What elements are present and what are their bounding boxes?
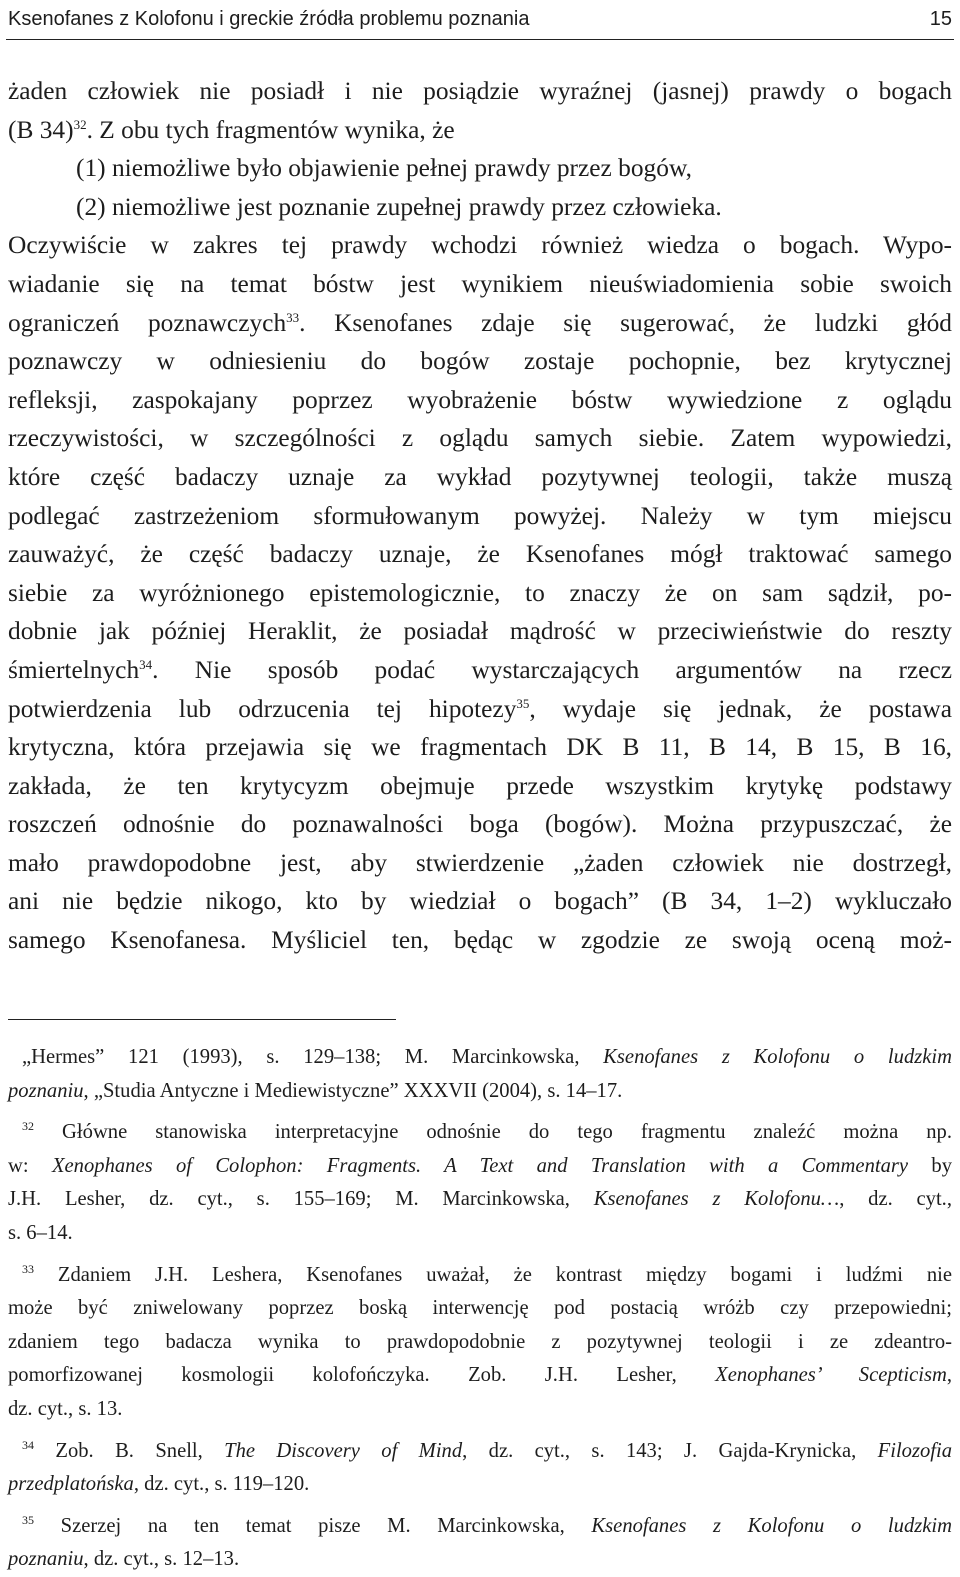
main-text	[8, 72, 952, 960]
footnote-line: dz. cyt., s. 13.	[8, 1397, 123, 1420]
footnote-line: w: Xenophanes of Colophon: Fragments. A Text and Translation with a Commentary by	[8, 1154, 952, 1177]
footnote-number: 32	[22, 1119, 34, 1134]
footnote-continuation	[8, 1041, 952, 1108]
footnote-rule	[8, 1019, 396, 1020]
footnote-line: „Hermes” 121 (1993), s. 129–138; M. Marcinkowska, Ksenofanes z Kolofonu o ludzkim	[22, 1046, 952, 1068]
footnote-ref-34[interactable]: 34	[139, 656, 153, 672]
text-line: podlegać zastrzeżeniom sformułowanym powyżej. Należy w tym miejscu	[8, 501, 952, 530]
footnote-line: $^{32}$ Główne stanowiska interpretacyjne odnośnie do tego fragmentu znaleźć można np.	[22, 1119, 952, 1144]
text-line: dobnie jak później Heraklit, że posiadał mądrość w przeciwieństwie do reszty	[8, 617, 952, 646]
footnotes	[8, 1041, 952, 1577]
footnote-line: może być zniwelowany poprzez boską interwencję pod postacią wróżb czy przepowiedni;	[8, 1297, 952, 1320]
text-line: wiadanie się na temat bóstw jest wynikiem nieuświadomienia sobie swoich	[8, 269, 952, 298]
text-line: (B 34)$^{32}$. Z obu tych fragmentów wynika, że	[8, 115, 455, 144]
text-line: krytyczna, która przejawia się we fragmentach DK B 11, B 14, B 15, B 16,	[8, 733, 952, 762]
text-line: rzeczywistości, w szczególności z oglądu samych siebie. Zatem wypowiedzi,	[8, 424, 952, 453]
text-line: potwierdzenia lub odrzucenia tej hipotezy$^{35}$, wydaje się jednak, że postawa	[8, 694, 952, 723]
footnote-line: pomorfizowanej kosmologii kolofończyka. Zob. J.H. Lesher, Xenophanes’ Scepticism,	[8, 1364, 952, 1387]
text-line: żaden człowiek nie posiadł i nie posiądzie wyraźnej (jasnej) prawdy o bogach	[8, 77, 952, 105]
text-line: (1) niemożliwe było objawienie pełnej prawdy przez bogów,	[76, 154, 692, 183]
text-line: samego Ksenofanesa. Myśliciel ten, będąc w zgodzie ze swoją oceną moż-	[8, 926, 952, 955]
footnote-ref-35[interactable]: 35	[516, 695, 530, 711]
text-line: ani nie będzie nikogo, kto by wiedział o bogach” (B 34, 1–2) wykluczało	[8, 887, 952, 916]
footnote-line: poznaniu, dz. cyt., s. 12–13.	[8, 1548, 240, 1571]
footnote-line: przedplatońska, dz. cyt., s. 119–120.	[8, 1473, 310, 1496]
text-line: siebie za wyróżnionego epistemologicznie, to znaczy że on sam sądził, po-	[8, 578, 952, 607]
footnote-number: 34	[22, 1437, 34, 1452]
footnote-ref-32[interactable]: 32	[73, 116, 87, 132]
footnote-line: $^{35}$ Szerzej na ten temat pisze M. Marcinkowska, Ksenofanes z Kolofonu o ludzkim	[22, 1512, 952, 1537]
text-line: poznawczy w odniesieniu do bogów zostaje pochopnie, bez krytycznej	[8, 347, 952, 376]
text-line: ograniczeń poznawczych$^{33}$. Ksenofanes zdaje się sugerować, że ludzki głód	[8, 308, 952, 337]
running-title: Ksenofanes z Kolofonu i greckie źródła problemu poznania	[8, 7, 530, 30]
text-line: śmiertelnych$^{34}$. Nie sposób podać wystarczających argumentów na rzecz	[8, 655, 952, 684]
header-rule	[6, 39, 954, 40]
footnote-35	[8, 1510, 952, 1577]
page-number: 15	[929, 7, 952, 30]
text-line: refleksji, zaspokajany poprzez wyobrażenie bóstw wywiedzione z oglądu	[8, 385, 952, 414]
footnote-33	[8, 1259, 952, 1427]
footnote-32	[8, 1116, 952, 1250]
footnote-line: $^{34}$ Zob. B. Snell, The Discovery of Mind, dz. cyt., s. 143; J. Gajda-Krynicka, Filozofia	[22, 1437, 953, 1462]
footnote-line: J.H. Lesher, dz. cyt., s. 155–169; M. Marcinkowska, Ksenofanes z Kolofonu…, dz. cyt.,	[8, 1188, 952, 1211]
text-line: (2) niemożliwe jest poznanie zupełnej prawdy przez człowieka.	[76, 192, 722, 221]
footnote-ref-33[interactable]: 33	[286, 309, 300, 325]
text-line: roszczeń odnośnie do poznawalności boga (bogów). Można przypuszczać, że	[8, 810, 952, 839]
text-line: Oczywiście w zakres tej prawdy wchodzi również wiedza o bogach. Wypo-	[8, 231, 952, 260]
text-line: zakłada, że ten krytycyzm obejmuje przede wszystkim krytykę podstawy	[8, 771, 952, 800]
footnote-34	[8, 1435, 952, 1502]
text-line: które część badaczy uznaje za wykład pozytywnej teologii, także muszą	[8, 462, 952, 491]
footnote-number: 35	[22, 1512, 34, 1527]
footnote-line: zdaniem tego badacza wynika to prawdopodobnie z pozytywnej teologii i ze zdeantro-	[8, 1330, 952, 1353]
footnote-line: poznaniu, „Studia Antyczne i Mediewistyczne” XXXVII (2004), s. 14–17.	[8, 1079, 623, 1102]
text-line: mało prawdopodobne jest, aby stwierdzenie „żaden człowiek nie dostrzegł,	[8, 848, 952, 877]
footnote-line: s. 6–14.	[8, 1221, 73, 1244]
running-header	[8, 2, 952, 36]
text-line: zauważyć, że część badaczy uznaje, że Ksenofanes mógł traktować samego	[8, 540, 952, 569]
footnote-number: 33	[22, 1261, 34, 1276]
footnote-line: $^{33}$ Zdaniem J.H. Leshera, Ksenofanes uważał, że kontrast między bogami i ludźmi nie	[22, 1261, 952, 1286]
